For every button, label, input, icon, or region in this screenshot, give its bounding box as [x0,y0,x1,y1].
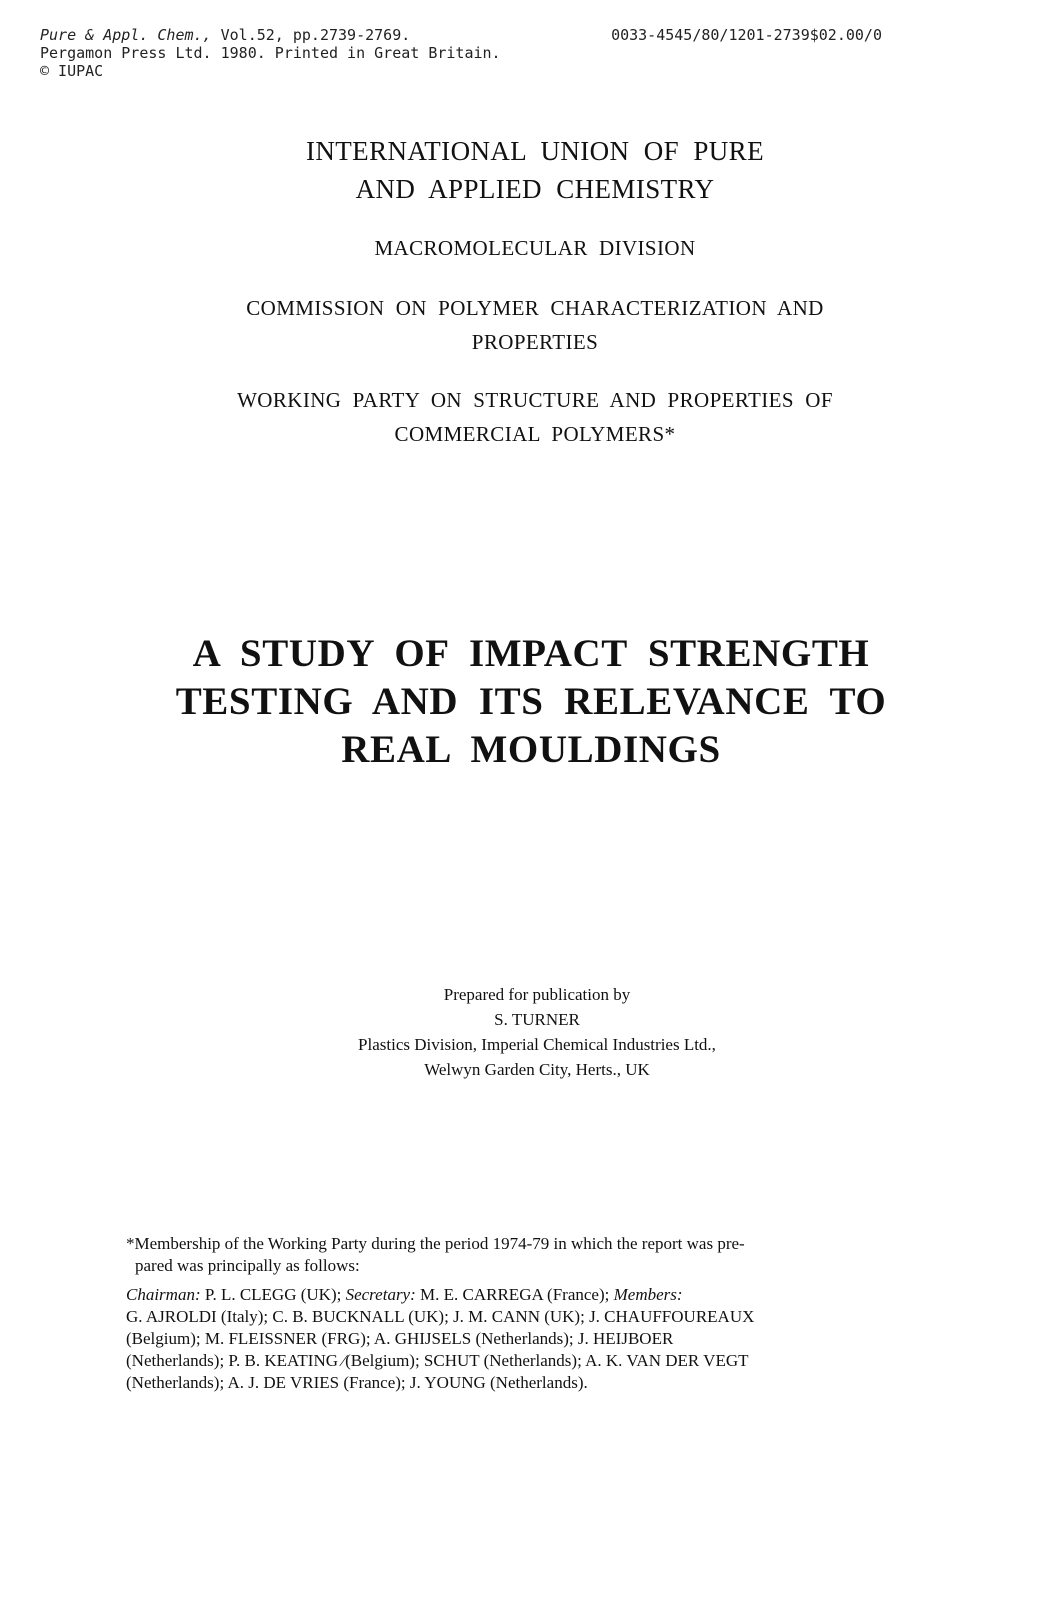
publisher-line: Pergamon Press Ltd. 1980. Printed in Great Britain. [40,44,501,62]
members-label: Members: [613,1285,683,1304]
working-party-heading [4,383,1062,451]
member-list [126,1284,886,1394]
commission-line-1: COMMISSION ON POLYMER CHARACTERIZATION AND [246,296,824,320]
journal-name: Pure & Appl. Chem., [40,26,212,44]
footnote-continuation: pared was principally as follows: [135,1256,360,1275]
report-title-line-2: TESTING AND ITS RELEVANCE TO [175,680,887,723]
working-party-line-2: COMMERCIAL POLYMERS* [394,422,676,446]
author-affiliation: Plastics Division, Imperial Chemical Industries Ltd., [358,1035,716,1054]
members-line-2: (Belgium); M. FLEISSNER (FRG); A. GHIJSELS (Netherlands); J. HEIJBOER [126,1329,674,1348]
report-title [0,630,1062,774]
secretary-label: Secretary: [345,1285,416,1304]
members-line-1: G. AJROLDI (Italy); C. B. BUCKNALL (UK); J. M. CANN (UK); J. CHAUFFOUREAUX [126,1307,755,1326]
author-name: S. TURNER [494,1010,580,1029]
author-location: Welwyn Garden City, Herts., UK [424,1060,650,1079]
membership-footnote [126,1233,886,1394]
chairman-label: Chairman: [126,1285,201,1304]
journal-header [40,26,501,80]
prepared-by-label: Prepared for publication by [443,985,631,1004]
preparation-credit [0,982,1062,1082]
chairman-name: P. L. CLEGG (UK); [200,1285,346,1304]
volume-pages: Vol.52, pp.2739-2769. [211,26,411,44]
issn-code: 0033-4545/80/1201-2739$02.00/0 [611,26,882,44]
secretary-name: M. E. CARREGA (France); [415,1285,614,1304]
copyright-line: © IUPAC [40,62,104,80]
organization-line-1: INTERNATIONAL UNION OF PURE [306,136,764,166]
officers-line [126,1284,886,1306]
members-line-3: (Netherlands); P. B. KEATING ⁄(Belgium); SCHUT (Netherlands); A. K. VAN DER VEGT [126,1351,749,1370]
organization-line-2: AND APPLIED CHEMISTRY [355,174,715,204]
journal-citation-line [40,26,501,44]
division-line: MACROMOLECULAR DIVISION [374,236,696,260]
commission-line-2: PROPERTIES [471,330,599,354]
division-heading [4,234,1062,262]
footnote-lead: *Membership of the Working Party during the period 1974-79 in which the report was pre- [126,1234,745,1253]
organization-title [4,132,1062,208]
commission-heading [4,291,1062,359]
members-line-4: (Netherlands); A. J. DE VRIES (France); J. YOUNG (Netherlands). [126,1373,588,1392]
working-party-line-1: WORKING PARTY ON STRUCTURE AND PROPERTIES OF [237,388,833,412]
report-title-line-3: REAL MOULDINGS [341,728,721,771]
report-title-line-1: A STUDY OF IMPACT STRENGTH [192,632,870,675]
